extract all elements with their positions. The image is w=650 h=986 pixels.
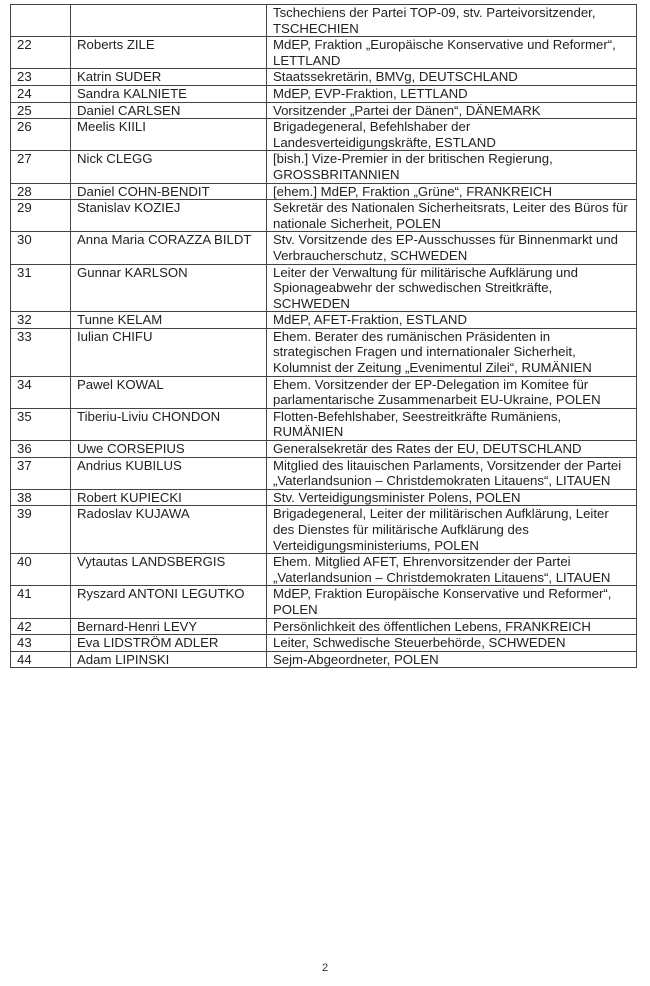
- person-name: Anna Maria CORAZZA BILDT: [71, 232, 267, 264]
- row-number: 38: [11, 489, 71, 506]
- table-row: [11, 506, 637, 554]
- person-name: Daniel CARLSEN: [71, 102, 267, 119]
- person-description: MdEP, EVP-Fraktion, LETTLAND: [267, 85, 637, 102]
- table-row: [11, 183, 637, 200]
- person-name: [71, 5, 267, 37]
- person-name: Uwe CORSEPIUS: [71, 441, 267, 458]
- table-row: [11, 232, 637, 264]
- row-number: [11, 5, 71, 37]
- person-name: Gunnar KARLSON: [71, 264, 267, 312]
- person-description: Sejm-Abgeordneter, POLEN: [267, 651, 637, 668]
- person-description: MdEP, Fraktion „Europäische Konservative und Reformer“, LETTLAND: [267, 37, 637, 69]
- row-number: 34: [11, 376, 71, 408]
- row-number: 29: [11, 200, 71, 232]
- row-number: 33: [11, 328, 71, 376]
- row-number: 44: [11, 651, 71, 668]
- row-number: 23: [11, 69, 71, 86]
- table-row: [11, 554, 637, 586]
- person-description: MdEP, AFET-Fraktion, ESTLAND: [267, 312, 637, 329]
- table-row: [11, 651, 637, 668]
- table-row: [11, 328, 637, 376]
- person-name: Vytautas LANDSBERGIS: [71, 554, 267, 586]
- person-description: [ehem.] MdEP, Fraktion „Grüne“, FRANKREICH: [267, 183, 637, 200]
- person-description: Stv. Verteidigungsminister Polens, POLEN: [267, 489, 637, 506]
- table-row: [11, 635, 637, 652]
- row-number: 27: [11, 151, 71, 183]
- person-description: Staatssekretärin, BMVg, DEUTSCHLAND: [267, 69, 637, 86]
- row-number: 28: [11, 183, 71, 200]
- row-number: 42: [11, 618, 71, 635]
- person-name: Daniel COHN-BENDIT: [71, 183, 267, 200]
- person-description: Ehem. Mitglied AFET, Ehrenvorsitzender der Partei „Vaterlandsunion – Christdemokraten Litauens“, LITAUEN: [267, 554, 637, 586]
- participants-table: [10, 4, 637, 668]
- person-description: [bish.] Vize-Premier in der britischen Regierung, GROSSBRITANNIEN: [267, 151, 637, 183]
- person-name: Ryszard ANTONI LEGUTKO: [71, 586, 267, 618]
- table-row: [11, 586, 637, 618]
- person-description: Mitglied des litauischen Parlaments, Vorsitzender der Partei „Vaterlandsunion – Christdemokraten Litauens“, LITAUEN: [267, 457, 637, 489]
- person-name: Tiberiu-Liviu CHONDON: [71, 408, 267, 440]
- row-number: 26: [11, 119, 71, 151]
- person-name: Adam LIPINSKI: [71, 651, 267, 668]
- person-description: Persönlichkeit des öffentlichen Lebens, FRANKREICH: [267, 618, 637, 635]
- table-row: [11, 200, 637, 232]
- person-name: Nick CLEGG: [71, 151, 267, 183]
- person-description: Tschechiens der Partei TOP-09, stv. Parteivorsitzender, TSCHECHIEN: [267, 5, 637, 37]
- page-number: 2: [321, 962, 329, 974]
- table-row: [11, 69, 637, 86]
- row-number: 39: [11, 506, 71, 554]
- person-description: Sekretär des Nationalen Sicherheitsrats, Leiter des Büros für nationale Sicherheit, POLEN: [267, 200, 637, 232]
- person-description: MdEP, Fraktion Europäische Konservative und Reformer“, POLEN: [267, 586, 637, 618]
- row-number: 35: [11, 408, 71, 440]
- table-row: [11, 408, 637, 440]
- table-row: [11, 102, 637, 119]
- person-name: Radoslav KUJAWA: [71, 506, 267, 554]
- person-description: Generalsekretär des Rates der EU, DEUTSCHLAND: [267, 441, 637, 458]
- table-row: [11, 489, 637, 506]
- row-number: 37: [11, 457, 71, 489]
- table-row: [11, 119, 637, 151]
- person-description: Leiter, Schwedische Steuerbehörde, SCHWEDEN: [267, 635, 637, 652]
- person-description: Brigadegeneral, Befehlshaber der Landesverteidigungskräfte, ESTLAND: [267, 119, 637, 151]
- row-number: 43: [11, 635, 71, 652]
- row-number: 30: [11, 232, 71, 264]
- person-name: Andrius KUBILUS: [71, 457, 267, 489]
- participants-table-body: [11, 5, 637, 668]
- table-row: [11, 457, 637, 489]
- row-number: 32: [11, 312, 71, 329]
- person-description: Flotten-Befehlshaber, Seestreitkräfte Rumäniens, RUMÄNIEN: [267, 408, 637, 440]
- person-name: Sandra KALNIETE: [71, 85, 267, 102]
- table-row: [11, 312, 637, 329]
- person-name: Pawel KOWAL: [71, 376, 267, 408]
- row-number: 24: [11, 85, 71, 102]
- row-number: 22: [11, 37, 71, 69]
- table-row: [11, 264, 637, 312]
- person-name: Roberts ZILE: [71, 37, 267, 69]
- person-name: Eva LIDSTRÖM ADLER: [71, 635, 267, 652]
- table-row: [11, 441, 637, 458]
- table-row: [11, 5, 637, 37]
- table-row: [11, 85, 637, 102]
- person-name: Stanislav KOZIEJ: [71, 200, 267, 232]
- person-name: Bernard-Henri LEVY: [71, 618, 267, 635]
- person-description: Leiter der Verwaltung für militärische Aufklärung und Spionageabwehr der schwedischen Streitkräfte, SCHWEDEN: [267, 264, 637, 312]
- table-row: [11, 376, 637, 408]
- person-description: Ehem. Vorsitzender der EP-Delegation im Komitee für parlamentarische Zusammenarbeit EU-Ukraine, POLEN: [267, 376, 637, 408]
- row-number: 36: [11, 441, 71, 458]
- row-number: 25: [11, 102, 71, 119]
- person-name: Meelis KIILI: [71, 119, 267, 151]
- person-name: Tunne KELAM: [71, 312, 267, 329]
- person-description: Vorsitzender „Partei der Dänen“, DÄNEMARK: [267, 102, 637, 119]
- person-name: Katrin SUDER: [71, 69, 267, 86]
- person-description: Stv. Vorsitzende des EP-Ausschusses für Binnenmarkt und Verbraucherschutz, SCHWEDEN: [267, 232, 637, 264]
- row-number: 31: [11, 264, 71, 312]
- row-number: 40: [11, 554, 71, 586]
- table-row: [11, 618, 637, 635]
- person-name: Robert KUPIECKI: [71, 489, 267, 506]
- table-row: [11, 37, 637, 69]
- table-row: [11, 151, 637, 183]
- person-name: Iulian CHIFU: [71, 328, 267, 376]
- person-description: Brigadegeneral, Leiter der militärischen Aufklärung, Leiter des Dienstes für militärische Aufklärung des Verteidigungsministeriums, POLEN: [267, 506, 637, 554]
- person-description: Ehem. Berater des rumänischen Präsidenten in strategischen Fragen und internationaler Sicherheit, Kolumnist der Zeitung „Evenimentul Zilei“, RUMÄNIEN: [267, 328, 637, 376]
- row-number: 41: [11, 586, 71, 618]
